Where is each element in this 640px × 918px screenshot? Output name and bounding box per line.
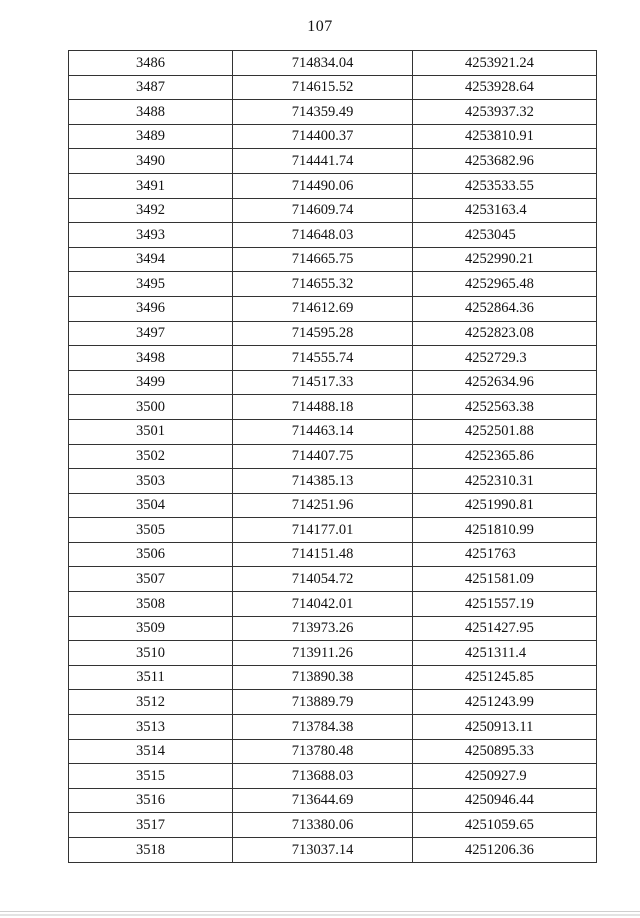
y-coordinate-cell: 4252563.38 xyxy=(413,395,597,420)
point-number-cell: 3516 xyxy=(69,788,233,813)
x-coordinate-cell: 713037.14 xyxy=(233,838,413,863)
x-coordinate-cell: 714517.33 xyxy=(233,370,413,395)
page-bottom-shadow xyxy=(0,914,640,916)
point-number-cell: 3517 xyxy=(69,813,233,838)
table-row xyxy=(69,493,597,518)
x-coordinate-cell: 714441.74 xyxy=(233,149,413,174)
table-row xyxy=(69,223,597,248)
y-coordinate-cell: 4251311.4 xyxy=(413,641,597,666)
table-row xyxy=(69,616,597,641)
point-number-cell: 3491 xyxy=(69,173,233,198)
x-coordinate-cell: 714177.01 xyxy=(233,518,413,543)
point-number-cell: 3492 xyxy=(69,198,233,223)
point-number-cell: 3487 xyxy=(69,75,233,100)
table-row xyxy=(69,247,597,272)
point-number-cell: 3496 xyxy=(69,296,233,321)
x-coordinate-cell: 713890.38 xyxy=(233,665,413,690)
point-number-cell: 3497 xyxy=(69,321,233,346)
y-coordinate-cell: 4252965.48 xyxy=(413,272,597,297)
point-number-cell: 3506 xyxy=(69,542,233,567)
point-number-cell: 3512 xyxy=(69,690,233,715)
point-number-cell: 3513 xyxy=(69,715,233,740)
point-number-cell: 3511 xyxy=(69,665,233,690)
table-row xyxy=(69,739,597,764)
point-number-cell: 3489 xyxy=(69,124,233,149)
x-coordinate-cell: 714385.13 xyxy=(233,469,413,494)
y-coordinate-cell: 4251763 xyxy=(413,542,597,567)
table-row xyxy=(69,764,597,789)
x-coordinate-cell: 714407.75 xyxy=(233,444,413,469)
point-number-cell: 3518 xyxy=(69,838,233,863)
table-row xyxy=(69,75,597,100)
table-row xyxy=(69,272,597,297)
x-coordinate-cell: 713380.06 xyxy=(233,813,413,838)
y-coordinate-cell: 4252634.96 xyxy=(413,370,597,395)
table-row xyxy=(69,321,597,346)
y-coordinate-cell: 4253163.4 xyxy=(413,198,597,223)
point-number-cell: 3515 xyxy=(69,764,233,789)
coordinates-table xyxy=(68,50,597,863)
table-row xyxy=(69,518,597,543)
table-row xyxy=(69,788,597,813)
point-number-cell: 3500 xyxy=(69,395,233,420)
table-row xyxy=(69,370,597,395)
x-coordinate-cell: 714595.28 xyxy=(233,321,413,346)
table-row xyxy=(69,346,597,371)
y-coordinate-cell: 4251581.09 xyxy=(413,567,597,592)
y-coordinate-cell: 4252501.88 xyxy=(413,419,597,444)
page-bottom-edge xyxy=(0,911,640,912)
y-coordinate-cell: 4251206.36 xyxy=(413,838,597,863)
x-coordinate-cell: 714648.03 xyxy=(233,223,413,248)
x-coordinate-cell: 714463.14 xyxy=(233,419,413,444)
table-row xyxy=(69,592,597,617)
table-row xyxy=(69,444,597,469)
y-coordinate-cell: 4252365.86 xyxy=(413,444,597,469)
y-coordinate-cell: 4250927.9 xyxy=(413,764,597,789)
point-number-cell: 3514 xyxy=(69,739,233,764)
y-coordinate-cell: 4253810.91 xyxy=(413,124,597,149)
y-coordinate-cell: 4251243.99 xyxy=(413,690,597,715)
point-number-cell: 3504 xyxy=(69,493,233,518)
x-coordinate-cell: 713889.79 xyxy=(233,690,413,715)
x-coordinate-cell: 714665.75 xyxy=(233,247,413,272)
point-number-cell: 3505 xyxy=(69,518,233,543)
x-coordinate-cell: 714609.74 xyxy=(233,198,413,223)
table-row xyxy=(69,100,597,125)
table-row xyxy=(69,542,597,567)
y-coordinate-cell: 4251557.19 xyxy=(413,592,597,617)
x-coordinate-cell: 714834.04 xyxy=(233,51,413,76)
x-coordinate-cell: 713644.69 xyxy=(233,788,413,813)
point-number-cell: 3493 xyxy=(69,223,233,248)
y-coordinate-cell: 4251059.65 xyxy=(413,813,597,838)
y-coordinate-cell: 4253533.55 xyxy=(413,173,597,198)
point-number-cell: 3498 xyxy=(69,346,233,371)
table-row xyxy=(69,198,597,223)
x-coordinate-cell: 714359.49 xyxy=(233,100,413,125)
table-row xyxy=(69,665,597,690)
table-row xyxy=(69,715,597,740)
y-coordinate-cell: 4253928.64 xyxy=(413,75,597,100)
table-row xyxy=(69,690,597,715)
y-coordinate-cell: 4252823.08 xyxy=(413,321,597,346)
table-row xyxy=(69,469,597,494)
y-coordinate-cell: 4252729.3 xyxy=(413,346,597,371)
x-coordinate-cell: 714400.37 xyxy=(233,124,413,149)
y-coordinate-cell: 4253921.24 xyxy=(413,51,597,76)
table-row xyxy=(69,124,597,149)
x-coordinate-cell: 714655.32 xyxy=(233,272,413,297)
x-coordinate-cell: 714251.96 xyxy=(233,493,413,518)
x-coordinate-cell: 714042.01 xyxy=(233,592,413,617)
y-coordinate-cell: 4250895.33 xyxy=(413,739,597,764)
y-coordinate-cell: 4253045 xyxy=(413,223,597,248)
x-coordinate-cell: 714615.52 xyxy=(233,75,413,100)
x-coordinate-cell: 713784.38 xyxy=(233,715,413,740)
y-coordinate-cell: 4253682.96 xyxy=(413,149,597,174)
table-row xyxy=(69,567,597,592)
x-coordinate-cell: 714151.48 xyxy=(233,542,413,567)
table-row xyxy=(69,395,597,420)
table-row xyxy=(69,419,597,444)
point-number-cell: 3507 xyxy=(69,567,233,592)
point-number-cell: 3502 xyxy=(69,444,233,469)
point-number-cell: 3509 xyxy=(69,616,233,641)
x-coordinate-cell: 714488.18 xyxy=(233,395,413,420)
point-number-cell: 3508 xyxy=(69,592,233,617)
x-coordinate-cell: 713780.48 xyxy=(233,739,413,764)
coordinates-table-body xyxy=(69,51,597,863)
y-coordinate-cell: 4250946.44 xyxy=(413,788,597,813)
x-coordinate-cell: 714555.74 xyxy=(233,346,413,371)
x-coordinate-cell: 713911.26 xyxy=(233,641,413,666)
point-number-cell: 3490 xyxy=(69,149,233,174)
point-number-cell: 3486 xyxy=(69,51,233,76)
point-number-cell: 3510 xyxy=(69,641,233,666)
y-coordinate-cell: 4252310.31 xyxy=(413,469,597,494)
point-number-cell: 3503 xyxy=(69,469,233,494)
table-row xyxy=(69,838,597,863)
y-coordinate-cell: 4252864.36 xyxy=(413,296,597,321)
y-coordinate-cell: 4252990.21 xyxy=(413,247,597,272)
y-coordinate-cell: 4250913.11 xyxy=(413,715,597,740)
table-row xyxy=(69,149,597,174)
y-coordinate-cell: 4253937.32 xyxy=(413,100,597,125)
table-row xyxy=(69,813,597,838)
point-number-cell: 3495 xyxy=(69,272,233,297)
y-coordinate-cell: 4251810.99 xyxy=(413,518,597,543)
x-coordinate-cell: 713688.03 xyxy=(233,764,413,789)
y-coordinate-cell: 4251990.81 xyxy=(413,493,597,518)
y-coordinate-cell: 4251245.85 xyxy=(413,665,597,690)
table-row xyxy=(69,641,597,666)
table-row xyxy=(69,296,597,321)
page-number: 107 xyxy=(307,18,333,35)
point-number-cell: 3501 xyxy=(69,419,233,444)
x-coordinate-cell: 714612.69 xyxy=(233,296,413,321)
x-coordinate-cell: 714054.72 xyxy=(233,567,413,592)
x-coordinate-cell: 713973.26 xyxy=(233,616,413,641)
point-number-cell: 3488 xyxy=(69,100,233,125)
y-coordinate-cell: 4251427.95 xyxy=(413,616,597,641)
point-number-cell: 3494 xyxy=(69,247,233,272)
table-row xyxy=(69,51,597,76)
x-coordinate-cell: 714490.06 xyxy=(233,173,413,198)
table-row xyxy=(69,173,597,198)
point-number-cell: 3499 xyxy=(69,370,233,395)
